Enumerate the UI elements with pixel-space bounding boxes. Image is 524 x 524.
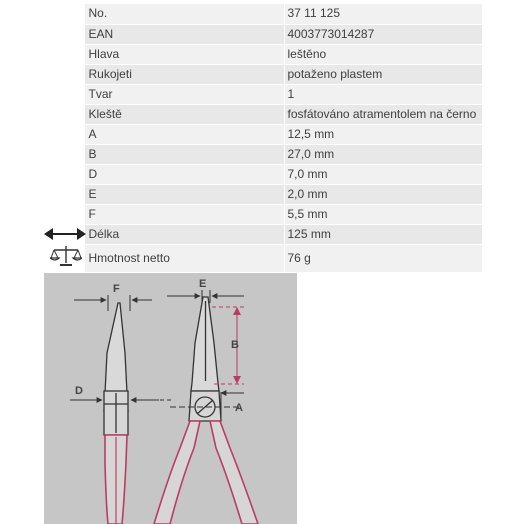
spec-label: Hmotnost netto: [84, 244, 284, 272]
spec-value: leštěno: [284, 44, 482, 64]
spec-label: B: [84, 144, 284, 164]
dimension-f: [74, 295, 152, 311]
spec-row-delka: [44, 224, 482, 244]
spec-value: 125 mm: [284, 224, 482, 244]
spec-row-no: [44, 4, 482, 24]
spec-row-hlava: [44, 44, 482, 64]
spec-label: No.: [84, 4, 284, 24]
dim-label-d: D: [75, 385, 83, 397]
scale-icon: [50, 245, 82, 267]
spec-row-ean: [44, 24, 482, 44]
spec-label: F: [84, 204, 284, 224]
spec-row-a: [44, 124, 482, 144]
spec-value: 76 g: [284, 244, 482, 272]
spec-label: Hlava: [84, 44, 284, 64]
spec-label: Délka: [84, 224, 284, 244]
spec-value: 4003773014287: [284, 24, 482, 44]
spec-value: 37 11 125: [284, 4, 482, 24]
spec-row-tvar: [44, 84, 482, 104]
spec-value: 1: [284, 84, 482, 104]
spec-value: 5,5 mm: [284, 204, 482, 224]
spec-row-hmotnost: [44, 244, 482, 272]
spec-row-kleste: [44, 104, 482, 124]
spec-label: E: [84, 184, 284, 204]
dim-label-b: B: [231, 339, 239, 351]
spec-table: [44, 4, 483, 273]
spec-value: 12,5 mm: [284, 124, 482, 144]
spec-value: potaženo plastem: [284, 64, 482, 84]
spec-row-d: [44, 164, 482, 184]
spec-row-rukojeti: [44, 64, 482, 84]
spec-label: Kleště: [84, 104, 284, 124]
pliers-dimension-drawing: [44, 273, 297, 524]
double-arrow-icon: [44, 227, 86, 241]
spec-label: Tvar: [84, 84, 284, 104]
spec-value: 7,0 mm: [284, 164, 482, 184]
spec-label: Rukojeti: [84, 64, 284, 84]
dim-label-f: F: [113, 283, 120, 295]
spec-label: EAN: [84, 24, 284, 44]
dim-label-a: A: [235, 402, 243, 414]
pliers-side-view: [104, 303, 128, 524]
spec-value: 2,0 mm: [284, 184, 482, 204]
spec-row-f: [44, 204, 482, 224]
spec-label: D: [84, 164, 284, 184]
spec-row-b: [44, 144, 482, 164]
spec-row-e: [44, 184, 482, 204]
dim-label-e: E: [199, 278, 207, 290]
spec-value: fosfátováno atramentolem na černo: [284, 104, 482, 124]
spec-label: A: [84, 124, 284, 144]
spec-value: 27,0 mm: [284, 144, 482, 164]
